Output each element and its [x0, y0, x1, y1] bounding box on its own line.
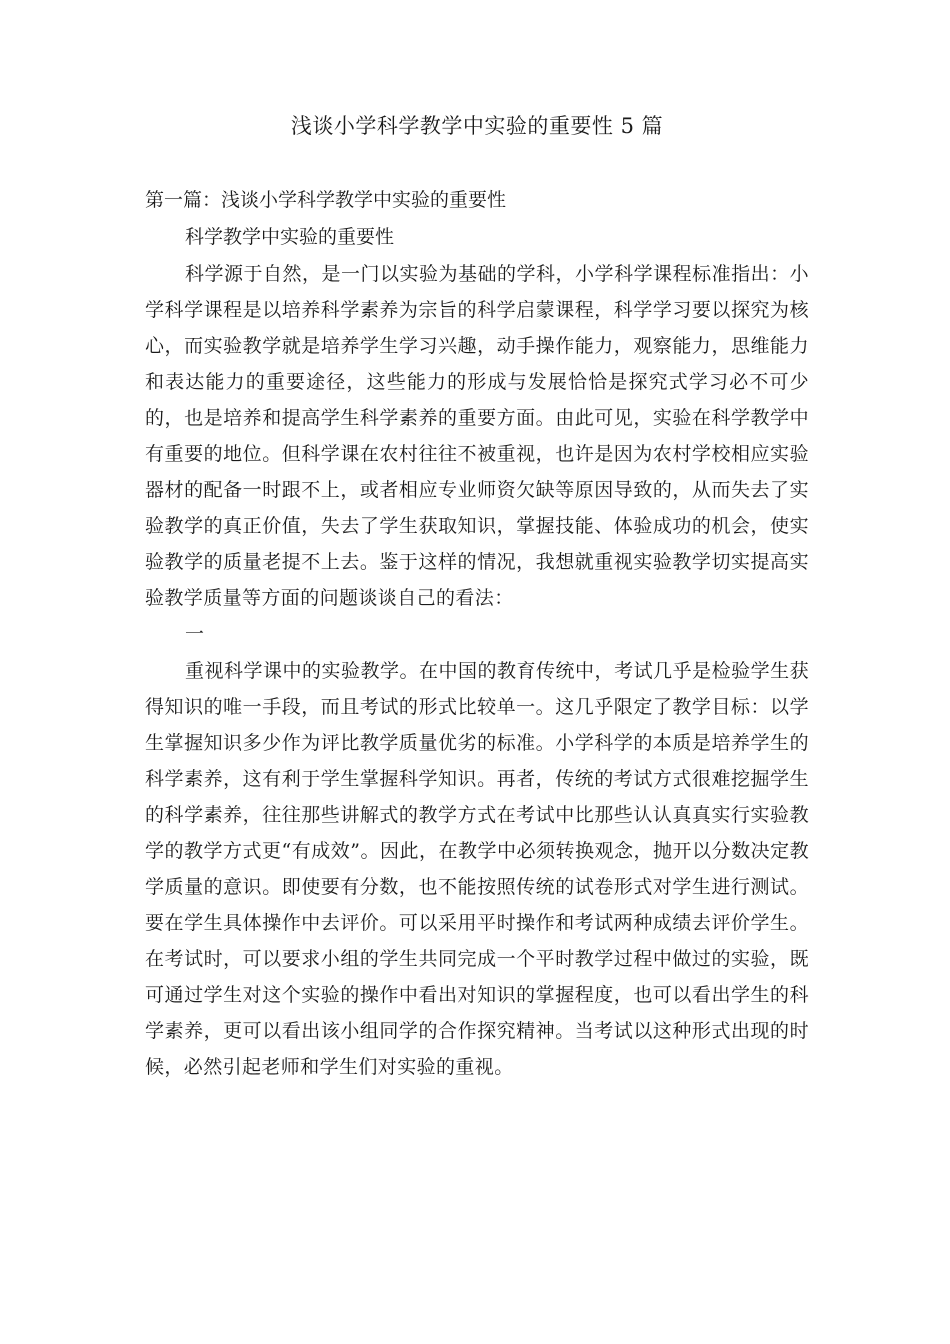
paragraph-experiment-teaching: 重视科学课中的实验教学。在中国的教育传统中，考试几乎是检验学生获得知识的唯一手段，而且考试的形式比较单一。这几乎限定了教学目标：以学生掌握知识多少作为评比教学质量优劣的标准。小学科学的本质是培养学生的科学素养，这有利于学生掌握科学知识。再者，传统的考试方式很难挖掘学生的科学素养，往往那些讲解式的教学方式在考试中比那些认认真真实行实验教学的教学方式更“有成效”。因此，在教学中必须转换观念，抛开以分数决定教学质量的意识。即使要有分数，也不能按照传统的试卷形式对学生进行测试。要在学生具体操作中去评价。可以采用平时操作和考试两种成绩去评价学生。在考试时，可以要求小组的学生共同完成一个平时教学过程中做过的实验，既可通过学生对这个实验的操作中看出对知识的掌握程度，也可以看出学生的科学素养，更可以看出该小组同学的合作探究精神。当考试以这种形式出现的时候，必然引起老师和学生们对实验的重视。 [145, 660, 809, 1078]
chapter-heading: 第一篇：浅谈小学科学教学中实验的重要性 [145, 189, 507, 211]
section-number: 一 [185, 623, 205, 645]
document-title: 浅谈小学科学教学中实验的重要性 5 篇 [290, 114, 664, 138]
subheading: 科学教学中实验的重要性 [185, 226, 395, 248]
paragraph-intro: 科学源于自然，是一门以实验为基础的学科，小学科学课程标准指出：小学科学课程是以培养科学素养为宗旨的科学启蒙课程，科学学习要以探究为核心，而实验教学就是培养学生学习兴趣，动手操作能力，观察能力，思维能力和表达能力的重要途径，这些能力的形成与发展恰恰是探究式学习必不可少的，也是培养和提高学生科学素养的重要方面。由此可见，实验在科学教学中有重要的地位。但科学课在农村往往不被重视，也许是因为农村学校相应实验器材的配备一时跟不上，或者相应专业师资欠缺等原因导致的，从而失去了实验教学的真正价值，失去了学生获取知识，掌握技能、体验成功的机会，使实验教学的质量老提不上去。鉴于这样的情况，我想就重视实验教学切实提高实验教学质量等方面的问题谈谈自己的看法： [145, 263, 809, 609]
